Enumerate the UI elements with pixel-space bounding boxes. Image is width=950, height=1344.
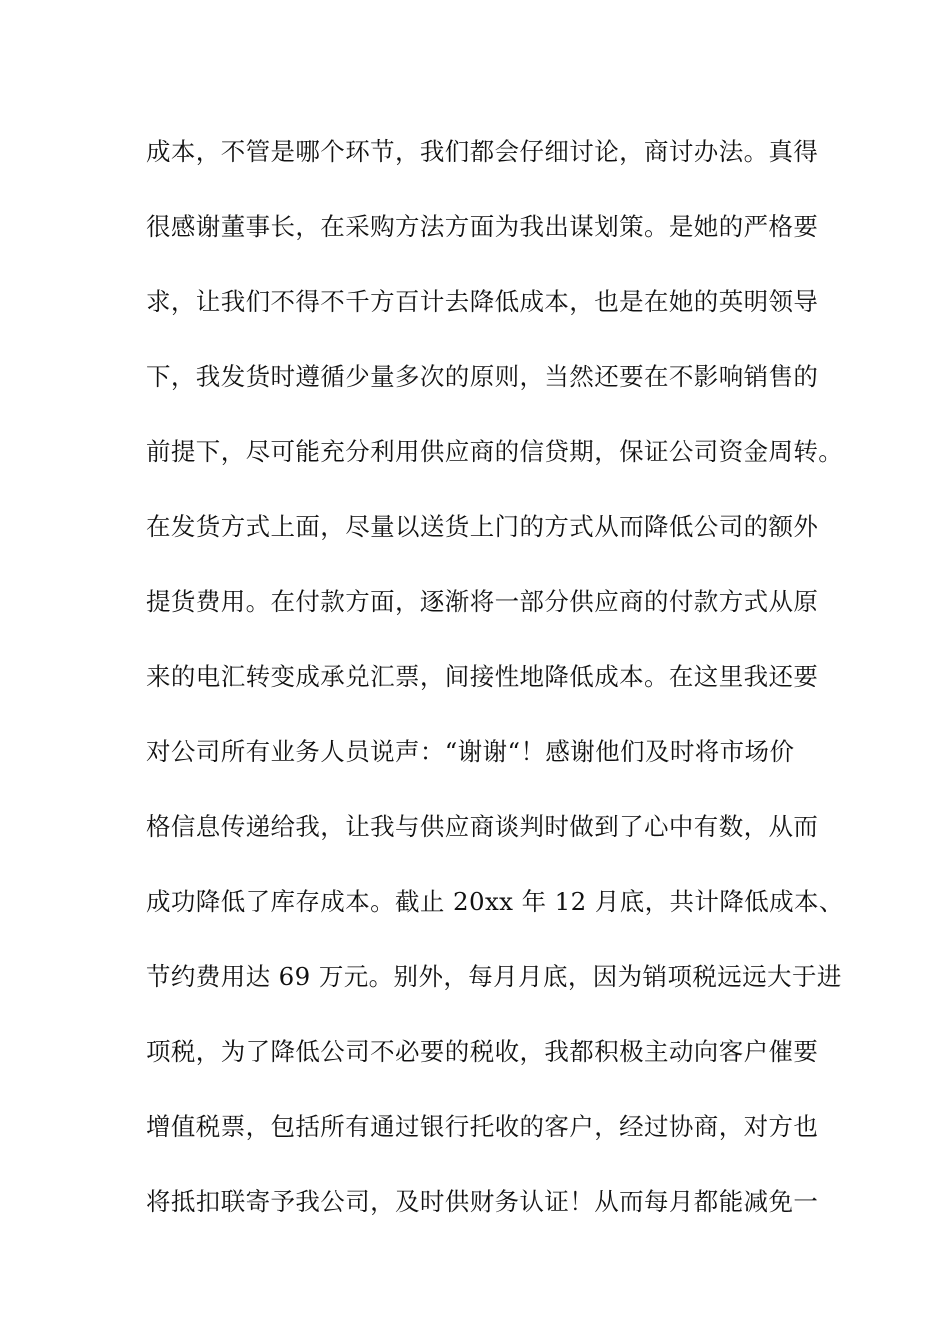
text-line: 项税，为了降低公司不必要的税收，我都积极主动向客户催要 bbox=[146, 1037, 819, 1066]
text-line: 在发货方式上面，尽量以送货上门的方式从而降低公司的额外 bbox=[146, 512, 819, 541]
text-line: 求，让我们不得不千方百计去降低成本，也是在她的英明领导 bbox=[146, 287, 819, 316]
text-line: 提货费用。在付款方面，逐渐将一部分供应商的付款方式从原 bbox=[146, 587, 819, 616]
text-line: 成功降低了库存成本。截止 20xx 年 12 月底，共计降低成本、 bbox=[146, 887, 844, 916]
text-line: 增值税票，包括所有通过银行托收的客户，经过协商，对方也 bbox=[146, 1112, 819, 1141]
text-line: 对公司所有业务人员说声：“谢谢“！感谢他们及时将市场价 bbox=[146, 737, 795, 766]
text-line: 下，我发货时遵循少量多次的原则，当然还要在不影响销售的 bbox=[146, 362, 819, 391]
text-line: 很感谢董事长，在采购方法方面为我出谋划策。是她的严格要 bbox=[146, 212, 819, 241]
text-line: 成本，不管是哪个环节，我们都会仔细讨论，商讨办法。真得 bbox=[146, 137, 819, 166]
text-line: 前提下，尽可能充分利用供应商的信贷期，保证公司资金周转。 bbox=[146, 437, 844, 466]
text-line: 将抵扣联寄予我公司，及时供财务认证！从而每月都能减免一 bbox=[146, 1187, 819, 1216]
text-line: 节约费用达 69 万元。别外，每月月底，因为销项税远远大于进 bbox=[146, 962, 842, 991]
text-line: 来的电汇转变成承兑汇票，间接性地降低成本。在这里我还要 bbox=[146, 662, 819, 691]
text-line: 格信息传递给我，让我与供应商谈判时做到了心中有数，从而 bbox=[146, 812, 819, 841]
body-text bbox=[146, 130, 846, 1255]
